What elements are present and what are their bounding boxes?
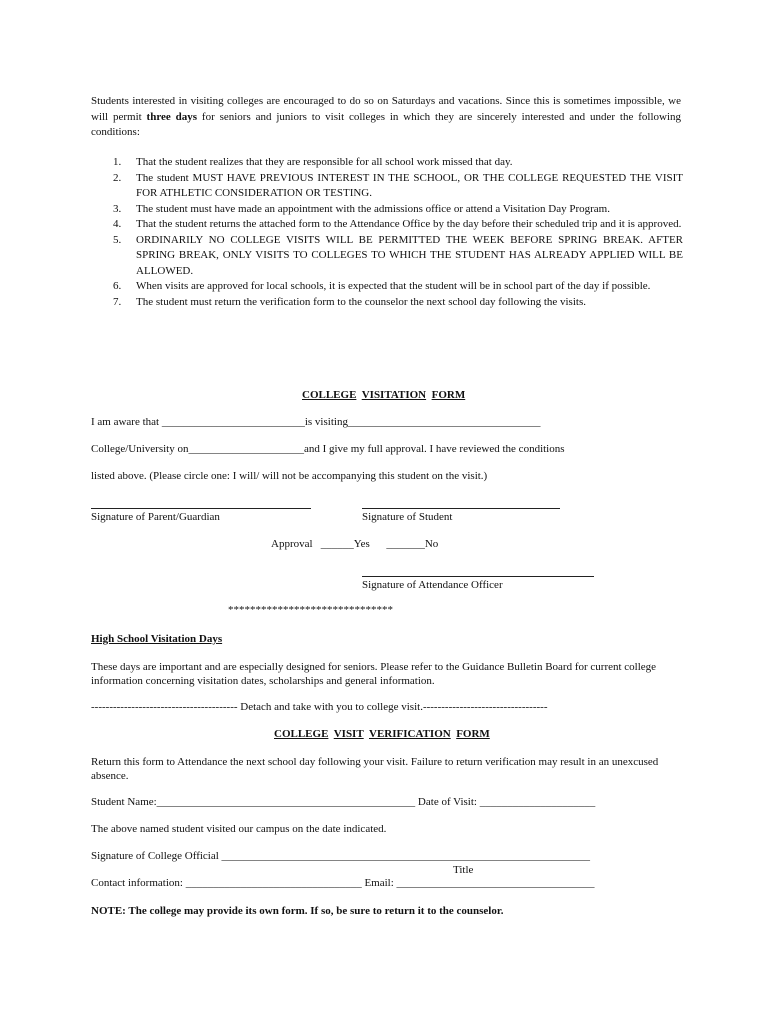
condition-number: 1.	[113, 156, 122, 168]
approval-yes[interactable]: ______Yes	[320, 538, 370, 550]
title-word: FORM	[456, 728, 490, 740]
contact-information-line[interactable]: Contact information: ________________________________ Email: ____________________________________	[91, 877, 595, 889]
title-word: VERIFICATION	[369, 728, 451, 740]
attendance-signature-label: Signature of Attendance Officer	[362, 579, 503, 591]
return-instructions: Return this form to Attendance the next school day following your visit. Failure to return verification may result in an unexcused absence.	[91, 756, 659, 782]
college-official-signature-line[interactable]: Signature of College Official ___________________________________________________________________	[91, 850, 591, 862]
condition-text: That the student realizes that they are responsible for all school work missed that day.	[136, 156, 513, 168]
approval-no[interactable]: _______No	[386, 538, 439, 550]
condition-text: The student MUST HAVE PREVIOUS INTEREST IN THE SCHOOL, OR THE COLLEGE REQUESTED THE VISIT FOR ATHLETIC CONSIDERATION OR TESTING.	[136, 171, 683, 199]
visitation-days-text: These days are important and are especially designed for seniors. Please refer to the Guidance Bulletin Board for current college information concerning visitation dates, scholarships and general information.	[91, 661, 657, 687]
above-named-text: The above named student visited our campus on the date indicated.	[91, 823, 387, 835]
verification-form-title	[274, 728, 490, 740]
listed-above-line: listed above. (Please circle one: I will/ will not be accompanying this student on the visit.)	[91, 470, 488, 482]
note-text: NOTE: The college may provide its own form. If so, be sure to return it to the counselor.	[91, 905, 504, 917]
visitation-form-title	[302, 389, 465, 401]
parent-signature-label: Signature of Parent/Guardian	[91, 511, 220, 523]
intro-text-before: Students interested in visiting colleges are encouraged to do so on Saturdays and vacations. Since this is sometimes impossible, we will permit	[91, 95, 681, 123]
aware-line[interactable]: I am aware that __________________________is visiting___________________________________	[91, 416, 541, 428]
condition-number: 3.	[113, 202, 122, 215]
condition-item	[91, 171, 683, 202]
condition-text: The student must return the verification form to the counselor the next school day following the visits.	[136, 295, 586, 308]
detach-line: ---------------------------------------- Detach and take with you to college visit.----------------------------------	[91, 701, 548, 713]
visitation-days-heading: High School Visitation Days	[91, 633, 223, 645]
college-date-line[interactable]: College/University on_____________________and I give my full approval. I have reviewed the conditions	[91, 443, 565, 455]
condition-text: That the student returns the attached form to the Attendance Office by the day before their scheduled trip and it is approved.	[136, 218, 682, 230]
attendance-signature-line[interactable]	[362, 576, 594, 577]
title-word: VISIT	[333, 728, 364, 740]
intro-bold-text: three days	[146, 110, 198, 123]
condition-item	[91, 202, 683, 218]
condition-number: 6.	[113, 280, 122, 292]
parent-signature-line[interactable]	[91, 508, 311, 509]
conditions-list	[91, 155, 683, 310]
condition-item	[91, 279, 683, 295]
condition-text: ORDINARILY NO COLLEGE VISITS WILL BE PERMITTED THE WEEK BEFORE SPRING BREAK. AFTER SPRING BREAK, ONLY VISITS TO COLLEGES TO WHICH THE STUDENT HAS ALREADY APPLIED WILL BE ALLOWED.	[136, 233, 683, 277]
student-signature-label: Signature of Student	[362, 511, 453, 523]
condition-item	[91, 295, 683, 311]
approval-row	[271, 538, 438, 550]
title-word: FORM	[431, 389, 466, 401]
title-word: VISITATION	[361, 389, 427, 401]
intro-paragraph	[91, 94, 681, 141]
approval-label: Approval	[271, 538, 313, 550]
condition-number: 4.	[113, 218, 122, 230]
condition-text: The student must have made an appointment with the admissions office or attend a Visitation Day Program.	[136, 202, 610, 215]
condition-number: 7.	[113, 295, 122, 308]
condition-item	[91, 155, 683, 171]
title-word: COLLEGE	[274, 728, 329, 740]
condition-item	[91, 233, 683, 280]
student-name-line[interactable]: Student Name:_______________________________________________ Date of Visit: _____________________	[91, 796, 596, 808]
condition-item	[91, 217, 683, 233]
student-signature-line[interactable]	[362, 508, 560, 509]
condition-number: 5.	[113, 233, 122, 246]
intro-text-after: for seniors and juniors to visit colleges in which they are sincerely interested and under the following conditions:	[91, 110, 681, 138]
condition-number: 2.	[113, 171, 122, 184]
star-separator: ******************************	[228, 604, 393, 616]
title-label: Title	[453, 864, 474, 876]
condition-text: When visits are approved for local schools, it is expected that the student will be in school part of the day if possible.	[136, 280, 651, 292]
title-word: COLLEGE	[302, 389, 357, 401]
